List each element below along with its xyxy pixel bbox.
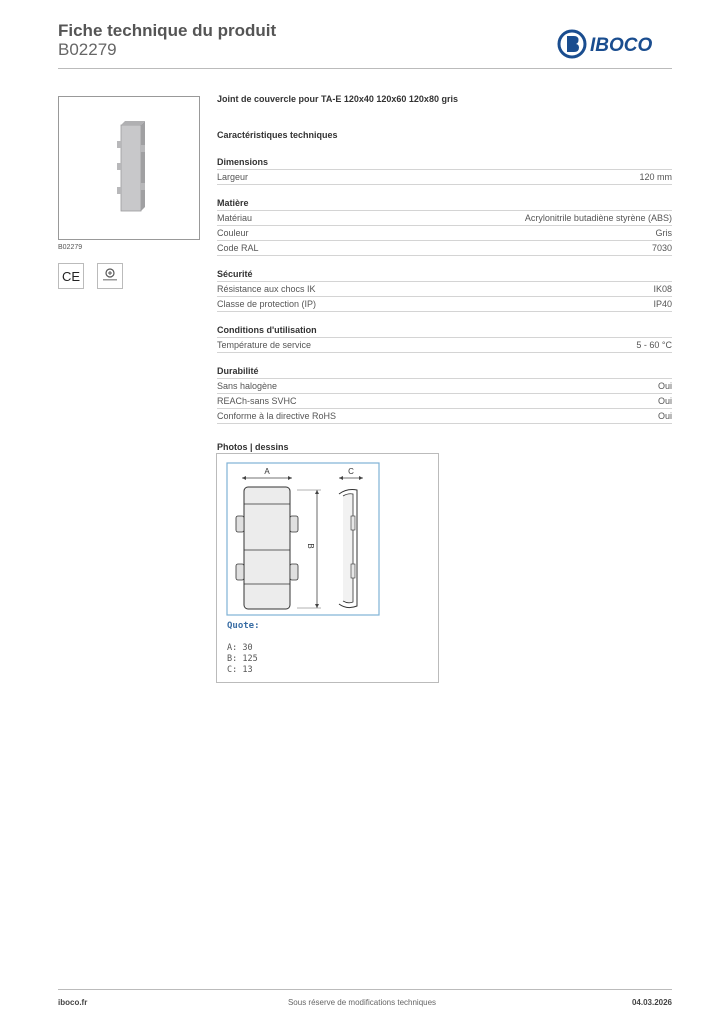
- section-safety: [217, 260, 672, 312]
- specs-title: Caractéristiques techniques: [217, 130, 338, 140]
- product-code: B02279: [58, 40, 117, 59]
- page-title: Fiche technique du produit: [58, 21, 277, 40]
- spec-row: [217, 170, 672, 185]
- spec-row: [217, 226, 672, 241]
- spec-value: 5 - 60 °C: [636, 340, 672, 350]
- spec-row: [217, 379, 672, 394]
- product-name: Joint de couvercle pour TA-E 120x40 120x60 120x80 gris: [217, 94, 458, 104]
- header-divider: [58, 68, 672, 69]
- spec-label: Matériau: [217, 213, 253, 223]
- photos-title: Photos | dessins: [217, 442, 289, 452]
- quote-line-a: A: 30: [227, 643, 253, 653]
- spec-label: Largeur: [217, 172, 249, 182]
- spec-label: Classe de protection (IP): [217, 299, 317, 309]
- spec-label: REACh-sans SVHC: [217, 396, 297, 406]
- product-image: [58, 96, 200, 240]
- dim-label-c: C: [348, 467, 354, 476]
- logo-text: IBOCO: [590, 35, 653, 56]
- section-title: Durabilité: [217, 357, 672, 379]
- spec-value: Oui: [657, 396, 672, 406]
- iboco-logo: [556, 28, 674, 60]
- section-title: Dimensions: [217, 148, 672, 170]
- spec-label: Code RAL: [217, 243, 259, 253]
- dim-label-a: A: [264, 467, 270, 476]
- spec-value: Gris: [655, 228, 672, 238]
- spec-value: IK08: [653, 284, 672, 294]
- spec-row: [217, 394, 672, 409]
- quote-title: Quote:: [227, 621, 260, 631]
- spec-label: Température de service: [217, 340, 312, 350]
- spec-label: Sans halogène: [217, 381, 278, 391]
- certification-badge: [97, 263, 123, 289]
- footer-note: Sous réserve de modifications techniques: [287, 998, 437, 1007]
- section-dimensions: [217, 148, 672, 185]
- spec-row: [217, 338, 672, 353]
- spec-row: [217, 409, 672, 424]
- ce-mark: CE: [58, 263, 84, 289]
- spec-row: [217, 297, 672, 312]
- footer-divider: [58, 989, 672, 990]
- spec-row: [217, 241, 672, 256]
- spec-value: Acrylonitrile butadiène styrène (ABS): [524, 213, 672, 223]
- spec-label: Conforme à la directive RoHS: [217, 411, 337, 421]
- section-title: Sécurité: [217, 260, 672, 282]
- footer-date: 04.03.2026: [631, 998, 672, 1007]
- quote-line-c: C: 13: [227, 665, 253, 675]
- quote-line-b: B: 125: [227, 654, 258, 664]
- section-title: Conditions d'utilisation: [217, 316, 672, 338]
- section-title: Matière: [217, 189, 672, 211]
- spec-value: Oui: [657, 411, 672, 421]
- spec-label: Résistance aux chocs IK: [217, 284, 316, 294]
- product-details: [217, 92, 672, 454]
- spec-row: [217, 211, 672, 226]
- spec-label: Couleur: [217, 228, 249, 238]
- section-usage: [217, 316, 672, 353]
- image-caption: B02279: [58, 244, 83, 251]
- spec-value: 7030: [651, 243, 672, 253]
- section-material: [217, 189, 672, 256]
- spec-row: [217, 282, 672, 297]
- spec-value: Oui: [657, 381, 672, 391]
- spec-value: 120 mm: [639, 172, 672, 182]
- spec-value: IP40: [653, 299, 672, 309]
- section-durability: [217, 357, 672, 424]
- technical-drawing: [216, 453, 439, 683]
- footer-website[interactable]: iboco.fr: [58, 998, 88, 1007]
- dim-label-b: B: [306, 543, 315, 549]
